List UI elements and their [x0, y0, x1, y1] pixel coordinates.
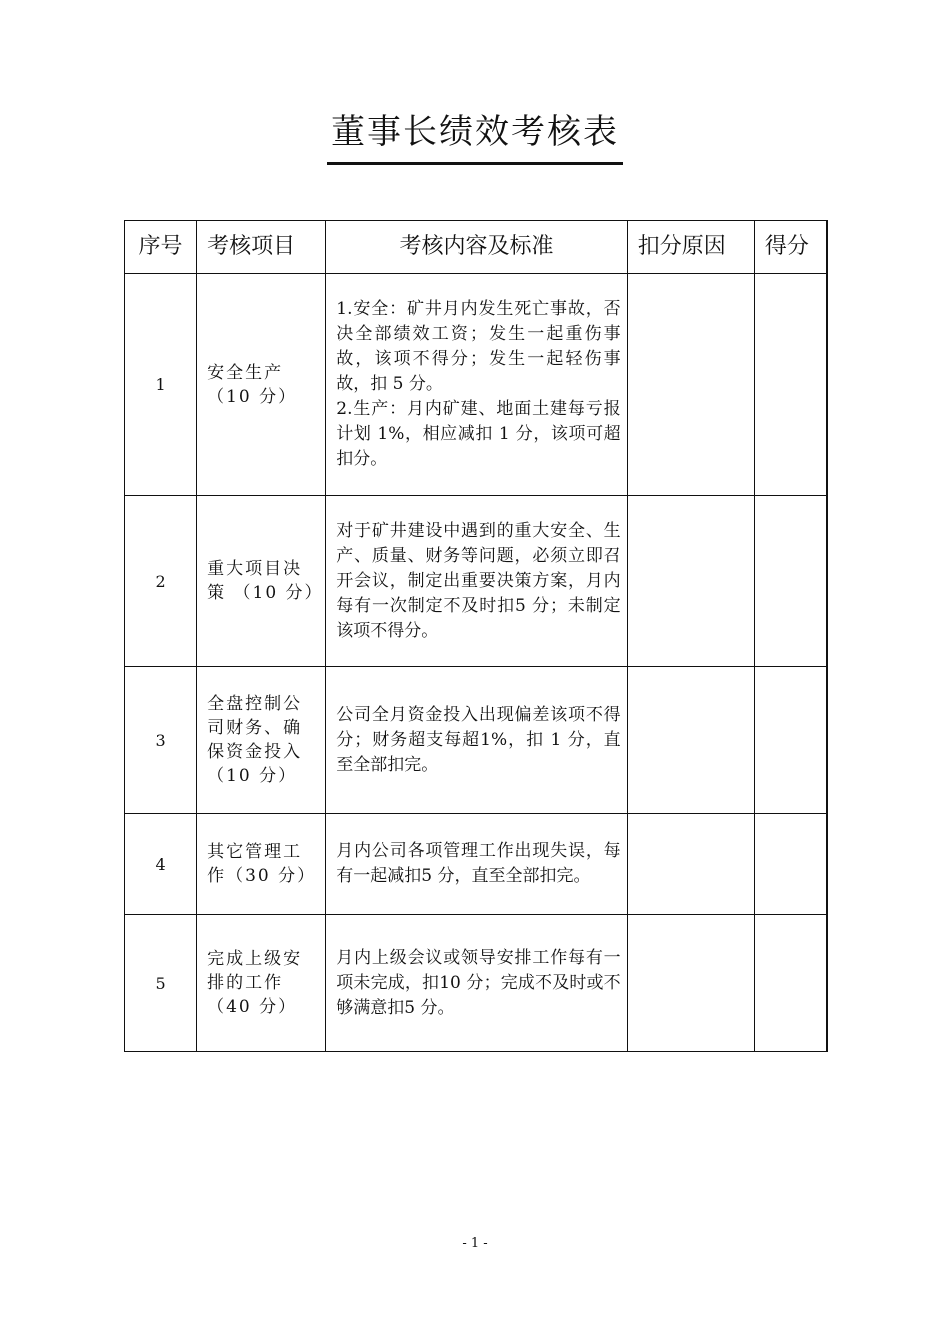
row-item: [197, 274, 326, 496]
page-number: - 1 -: [462, 1236, 488, 1251]
row-content-line: 月内公司各项管理工作出现失误，每有一起减扣5 分，直至全部扣完。: [336, 841, 621, 886]
row-seq: 4: [125, 814, 197, 915]
row-seq: 2: [125, 496, 197, 667]
row-content: [326, 496, 627, 667]
table-row: [125, 915, 828, 1052]
row-score-cell[interactable]: [754, 915, 827, 1052]
row-content: [326, 814, 627, 915]
row-seq: 5: [125, 915, 197, 1052]
assessment-table: [124, 220, 828, 1052]
table-double-right-border: [826, 220, 827, 1052]
row-item-line: 完成上级安排的工作: [207, 949, 303, 993]
row-reason-cell[interactable]: [627, 274, 754, 496]
header-score: 得分: [754, 221, 827, 274]
header-reason: 扣分原因: [627, 221, 754, 274]
header-seq: 序号: [125, 221, 197, 274]
row-item-line: 全盘控制公司财务、确保资金投入: [207, 694, 303, 762]
row-score-cell[interactable]: [754, 274, 827, 496]
row-score-cell[interactable]: [754, 667, 827, 814]
header-content: 考核内容及标准: [326, 221, 627, 274]
row-content-line: 1.安全：矿井月内发生死亡事故，否决全部绩效工资；发生一起重伤事故，该项不得分；发生一起轻伤事故，扣 5 分。: [336, 299, 621, 394]
row-item: [197, 667, 326, 814]
row-content-line: 对于矿井建设中遇到的重大安全、生产、质量、财务等问题，必须立即召开会议，制定出重要决策方案，月内每有一次制定不及时扣5 分；未制定该项不得分。: [336, 520, 621, 641]
table-row: [125, 496, 828, 667]
row-content-line: 公司全月资金投入出现偏差该项不得分；财务超支每超1%，扣 1 分，直至全部扣完。: [336, 704, 621, 775]
row-item-line: 安全生产: [207, 362, 284, 383]
row-item-line: （10 分）: [207, 766, 298, 786]
row-content-line: 月内上级会议或领导安排工作每有一项未完成，扣10 分；完成不及时或不够满意扣5 分。: [336, 947, 621, 1018]
row-item-line: （40 分）: [207, 997, 298, 1017]
table-row: [125, 667, 828, 814]
row-content: [326, 915, 627, 1052]
row-seq: 1: [125, 274, 197, 496]
row-content: [326, 667, 627, 814]
row-item-line: 其它管理工作（30 分）: [207, 842, 317, 886]
row-content: [326, 274, 627, 496]
table-row: [125, 814, 828, 915]
row-item: [197, 814, 326, 915]
row-item-line: （10 分）: [207, 386, 298, 407]
document-title: [0, 108, 950, 165]
row-reason-cell[interactable]: [627, 915, 754, 1052]
row-content-line: 2.生产：月内矿建、地面土建每亏报计划 1%，相应减扣 1 分，该项可超扣分。: [336, 399, 621, 469]
row-item: [197, 915, 326, 1052]
row-score-cell[interactable]: [754, 496, 827, 667]
row-reason-cell[interactable]: [627, 814, 754, 915]
table-row: [125, 274, 828, 496]
row-item-line: 重大项目决策 （10 分）: [207, 559, 324, 603]
row-reason-cell[interactable]: [627, 496, 754, 667]
row-reason-cell[interactable]: [627, 667, 754, 814]
row-item: [197, 496, 326, 667]
header-item: 考核项目: [197, 221, 326, 274]
document-title-text: 董事长绩效考核表: [327, 108, 623, 165]
row-score-cell[interactable]: [754, 814, 827, 915]
table-header-row: [125, 221, 828, 274]
row-seq: 3: [125, 667, 197, 814]
